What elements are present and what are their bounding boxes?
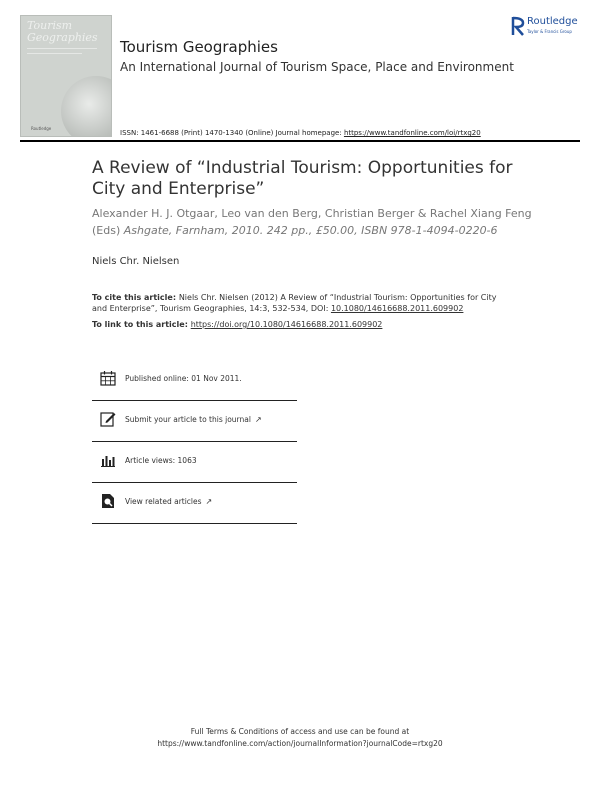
related-articles-link[interactable] [125,497,212,506]
issn-text: ISSN: 1461-6688 (Print) 1470-1340 (Online) Journal homepage: [120,129,344,137]
journal-homepage-link[interactable]: https://www.tandfonline.com/loi/rtxg20 [343,129,481,137]
book-publication-info: Ashgate, Farnham, 2010. 242 pp., £50.00, ISBN 978-1-4094-0220-6 [123,224,498,237]
cover-publisher: Routledge [31,126,52,131]
reviewer-name: Niels Chr. Nielsen [92,256,180,267]
cover-title [27,20,98,44]
journal-title: Tourism Geographies [120,38,278,56]
cover-decor-line [27,48,97,49]
cover-decor-line [27,53,82,54]
published-date: Published online: 01 Nov 2011. [125,374,242,383]
related-row[interactable] [92,483,297,524]
edit-icon [100,411,116,427]
footer-terms: Full Terms & Conditions of access and use can be found at [190,727,410,736]
routledge-r-icon [511,16,525,36]
logo-tagline: Taylor & Francis Group [527,29,572,34]
article-doi-link[interactable]: https://doi.org/10.1080/14616688.2011.609902 [190,320,383,329]
published-row [92,360,297,401]
book-details [92,205,532,239]
book-editors: Alexander H. J. Otgaar, Leo van den Berg, Christian Berger & Rachel Xiang Feng (Eds) [92,207,532,237]
citation-text: Niels Chr. Nielsen (2012) A Review of “Industrial Tourism: Opportunities for City and Enterprise”, Tourism Geographies, 14:3, 532-534, DOI: [92,293,497,313]
related-articles-label: View related articles [125,497,202,506]
footer-terms-link[interactable]: https://www.tandfonline.com/action/journalInformation?journalCode=rtxg20 [157,739,443,748]
external-link-icon: ↗ [254,415,262,424]
bar-chart-icon [100,452,116,468]
submit-row[interactable] [92,401,297,442]
journal-subtitle: An International Journal of Tourism Space, Place and Environment [120,60,514,74]
citation-doi-link[interactable]: 10.1080/14616688.2011.609902 [330,304,464,313]
cover-title-line1: Tourism [27,19,73,32]
views-row [92,442,297,483]
cover-globe [61,76,112,137]
link-label: To link to this article: [92,320,191,329]
submit-article-label: Submit your article to this journal [125,415,251,424]
article-views: Article views: 1063 [125,456,197,465]
article-link-line [92,320,382,329]
submit-article-link[interactable] [125,415,262,424]
header-divider [20,140,580,142]
calendar-icon [100,370,116,386]
citation-label: To cite this article: [92,293,179,302]
document-search-icon [100,493,116,509]
journal-cover-image [20,15,112,137]
external-link-icon: ↗ [205,497,213,506]
cover-title-line2: Geographies [27,31,98,44]
article-title: A Review of “Industrial Tourism: Opportunities for City and Enterprise” [92,158,513,199]
citation-block [92,292,512,314]
logo-wordmark: Routledge [527,16,578,27]
issn-line [120,129,481,137]
